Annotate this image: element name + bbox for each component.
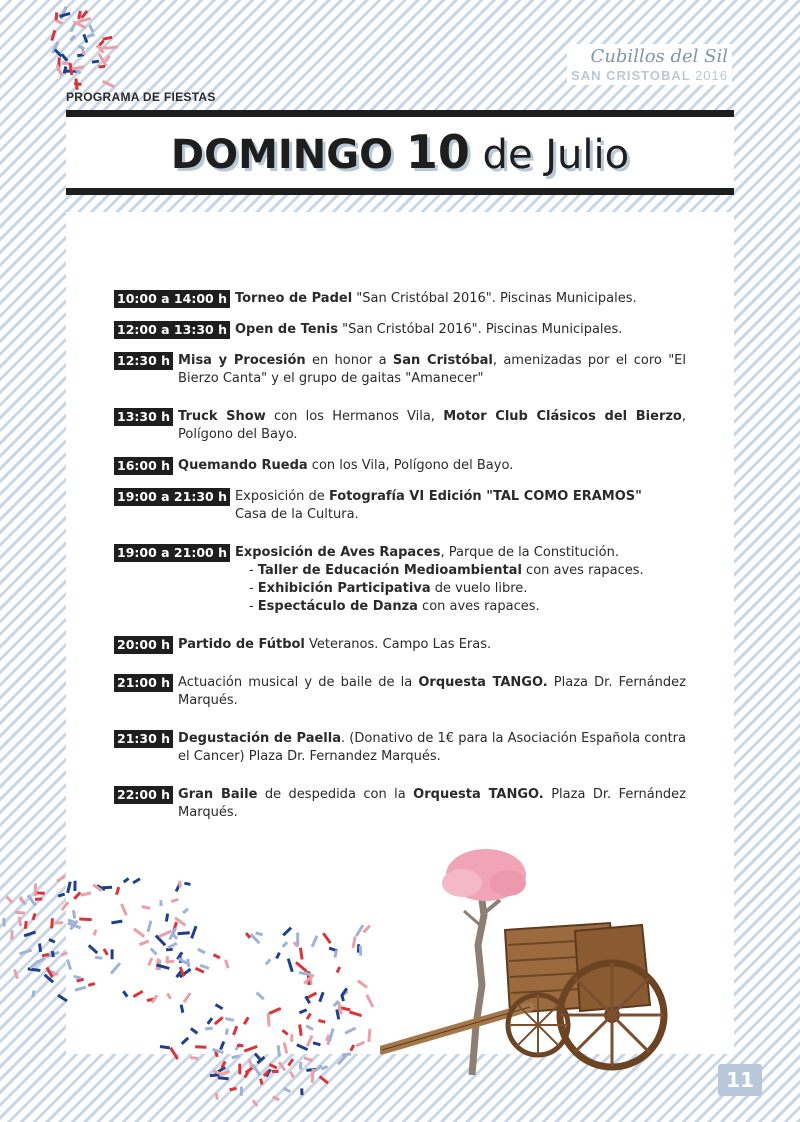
confetti-piece — [275, 952, 281, 959]
event-item — [114, 290, 686, 308]
title-day: DOMINGO — [170, 132, 394, 178]
confetti-piece — [70, 23, 76, 32]
confetti-piece — [269, 1063, 278, 1069]
confetti-piece — [238, 1064, 241, 1075]
confetti-piece — [259, 1078, 263, 1085]
confetti-piece — [344, 1027, 356, 1035]
confetti-piece — [165, 913, 169, 921]
confetti-piece — [190, 926, 197, 939]
confetti-piece — [287, 1058, 294, 1066]
event-item — [114, 457, 686, 475]
confetti-piece — [289, 1071, 295, 1078]
confetti-piece — [255, 992, 264, 1001]
event-item — [114, 786, 686, 822]
confetti-piece — [19, 949, 32, 956]
confetti-piece — [225, 1017, 234, 1022]
brand-year: 2016 — [695, 68, 728, 83]
confetti-piece — [79, 918, 92, 922]
confetti-piece — [197, 948, 206, 954]
confetti-piece — [48, 938, 55, 943]
confetti-piece — [215, 1003, 224, 1010]
confetti-piece — [182, 908, 189, 914]
confetti-piece — [207, 1017, 214, 1024]
confetti-piece — [352, 936, 357, 948]
confetti-piece — [77, 11, 82, 20]
confetti-piece — [184, 882, 191, 886]
confetti-piece — [61, 951, 68, 956]
event-time: 12:00 a 13:30 h — [114, 321, 230, 339]
confetti-piece — [115, 887, 120, 896]
confetti-piece — [102, 886, 112, 890]
event-description: Truck Show con los Hermanos Vila, Motor Club Clásicos del Bierzo, Polígono del Bayo. — [178, 409, 686, 442]
confetti-piece — [56, 875, 66, 883]
confetti-piece — [18, 917, 22, 927]
confetti-piece — [103, 36, 113, 41]
confetti-piece — [319, 1075, 329, 1084]
confetti-piece — [61, 901, 70, 911]
confetti-piece — [55, 921, 63, 924]
confetti-piece — [252, 1099, 259, 1106]
confetti-piece — [190, 1027, 198, 1034]
confetti-piece — [69, 35, 76, 42]
confetti-piece — [283, 1042, 288, 1054]
event-description: Gran Baile de despedida con la Orquesta TANGO. Plaza Dr. Fernández Marqués. — [178, 787, 687, 820]
confetti-piece — [177, 931, 190, 935]
confetti-piece — [282, 1029, 289, 1036]
event-time: 19:00 a 21:30 h — [114, 488, 230, 506]
cart-body — [382, 923, 664, 1067]
confetti-piece — [220, 1061, 226, 1069]
confetti-piece — [237, 1044, 244, 1047]
confetti-piece — [15, 911, 25, 915]
confetti-piece — [141, 905, 150, 910]
confetti-piece — [37, 957, 46, 964]
event-item — [114, 674, 686, 710]
confetti-piece — [87, 33, 95, 37]
confetti-piece — [349, 1011, 362, 1018]
confetti-piece — [88, 944, 98, 954]
confetti-piece — [328, 1028, 335, 1042]
event-description: Exposición de Aves Rapaces, Parque de la Constitución. - Taller de Educación Medioambiental con aves rapaces. - Exhibición Participativa de vuelo libre. - Espectáculo de Danza con aves rapaces. — [235, 544, 686, 616]
event-time: 12:30 h — [114, 352, 173, 370]
brand-name: Cubillos del Sil — [590, 46, 728, 67]
event-description: Misa y Procesión en honor a San Cristóbal, amenizadas por el coro "El Bierzo Canta" y el grupo de gaitas "Amanecer" — [178, 353, 687, 386]
confetti-piece — [10, 930, 13, 940]
confetti-piece — [356, 1041, 366, 1047]
confetti-piece — [13, 969, 19, 979]
confetti-piece — [300, 1088, 303, 1095]
event-time: 20:00 h — [114, 636, 173, 654]
confetti-piece — [287, 958, 294, 972]
confetti-piece — [318, 992, 324, 1003]
confetti-piece — [304, 1056, 313, 1062]
confetti-piece — [183, 992, 192, 1003]
confetti-piece — [73, 891, 81, 899]
event-item — [114, 352, 686, 388]
confetti-piece — [243, 1017, 250, 1025]
confetti-piece — [290, 1034, 293, 1042]
title-rule-top — [66, 110, 734, 117]
confetti-piece — [306, 1035, 314, 1047]
confetti-piece — [213, 953, 221, 959]
event-item — [114, 488, 686, 524]
event-description: Quemando Rueda con los Vila, Polígono del Bayo. — [178, 458, 514, 473]
confetti-piece — [190, 1056, 199, 1060]
confetti-piece — [322, 932, 332, 944]
event-list — [114, 290, 686, 822]
confetti-piece — [224, 959, 229, 968]
confetti-piece — [75, 986, 87, 992]
confetti-piece — [74, 78, 78, 90]
confetti-piece — [336, 966, 341, 973]
confetti-piece — [251, 1064, 261, 1076]
page-number: 11 — [718, 1064, 762, 1096]
confetti-piece — [147, 957, 153, 966]
event-time: 19:00 a 21:00 h — [114, 544, 230, 562]
confetti-piece — [218, 1076, 229, 1080]
confetti-piece — [166, 956, 169, 963]
confetti-piece — [205, 1027, 213, 1031]
event-item — [114, 544, 686, 616]
confetti-piece — [295, 961, 307, 972]
event-time: 10:00 a 14:00 h — [114, 290, 230, 308]
confetti-piece — [195, 1045, 206, 1049]
confetti-piece — [357, 979, 368, 988]
confetti-piece — [223, 1070, 230, 1076]
confetti-piece — [178, 881, 181, 888]
confetti-piece — [367, 1029, 371, 1043]
confetti-piece — [160, 1045, 170, 1049]
confetti-piece — [24, 921, 28, 929]
confetti-piece — [50, 30, 56, 41]
confetti-piece — [159, 900, 162, 906]
confetti-piece — [240, 1087, 243, 1096]
confetti-piece — [277, 1045, 281, 1057]
event-description: Exposición de Fotografía VI Edición "TAL COMO ERAMOS" Casa de la Cultura. — [234, 489, 642, 522]
confetti-piece — [267, 1013, 271, 1027]
event-time: 16:00 h — [114, 457, 173, 475]
confetti-piece — [219, 1041, 225, 1050]
confetti-piece — [283, 1087, 291, 1093]
confetti-piece — [229, 1087, 237, 1091]
confetti-piece — [54, 49, 63, 58]
confetti-piece — [88, 982, 95, 987]
confetti-piece — [169, 1047, 179, 1060]
confetti-piece — [93, 929, 98, 936]
confetti-piece — [299, 948, 304, 960]
confetti-piece — [34, 884, 37, 897]
confetti-piece — [171, 898, 179, 903]
confetti-piece — [133, 928, 145, 938]
confetti-piece — [355, 924, 364, 936]
title-number: 10 — [405, 125, 470, 179]
confetti-piece — [50, 918, 54, 928]
confetti-piece — [268, 1007, 281, 1015]
confetti-piece — [110, 962, 121, 974]
confetti-piece — [181, 1037, 189, 1045]
confetti-piece — [73, 975, 81, 980]
title-month: de Julio — [482, 132, 630, 178]
confetti-piece — [105, 55, 111, 63]
confetti-piece — [200, 964, 210, 970]
confetti-piece — [57, 994, 68, 1002]
confetti-piece — [80, 891, 91, 896]
event-description: Degustación de Paella. (Donativo de 1€ para la Asociación Española contra el Cancer) Plaza Dr. Fernandez Marqués. — [178, 731, 686, 764]
program-label: PROGRAMA DE FIESTAS — [66, 90, 216, 104]
event-description: Actuación musical y de baile de la Orquesta TANGO. Plaza Dr. Fernández Marqués. — [178, 675, 686, 708]
confetti-piece — [132, 877, 140, 884]
event-item — [114, 636, 686, 654]
event-time: 13:30 h — [114, 408, 173, 426]
event-time: 21:00 h — [114, 674, 173, 692]
confetti-piece — [123, 877, 130, 883]
confetti-piece — [214, 1016, 224, 1025]
confetti-piece — [255, 931, 263, 936]
confetti-piece — [24, 931, 36, 938]
brand-sub-text: SAN CRISTOBAL — [571, 68, 691, 83]
confetti-piece — [2, 918, 5, 927]
confetti-piece — [231, 1054, 240, 1059]
confetti-piece — [306, 1013, 312, 1020]
confetti-piece — [147, 920, 153, 932]
event-item — [114, 730, 686, 766]
event-item — [114, 408, 686, 444]
confetti-piece — [31, 990, 35, 997]
page-title — [170, 125, 630, 179]
event-subitem: - Espectáculo de Danza con aves rapaces. — [248, 599, 540, 614]
confetti-piece — [102, 80, 115, 88]
confetti-piece — [244, 1045, 258, 1053]
confetti-piece — [88, 24, 94, 33]
confetti-piece — [150, 947, 158, 955]
confetti-piece — [299, 1062, 303, 1070]
confetti-piece — [299, 1008, 307, 1014]
confetti-piece — [72, 910, 76, 919]
event-subitem: - Taller de Educación Medioambiental con aves rapaces. — [248, 563, 644, 578]
confetti-piece — [311, 935, 319, 947]
confetti-piece — [296, 933, 299, 947]
confetti-piece — [38, 943, 42, 952]
confetti-piece — [58, 893, 65, 898]
confetti-piece — [278, 1061, 286, 1071]
confetti-piece — [120, 903, 128, 915]
confetti-piece — [133, 990, 144, 998]
confetti-piece — [99, 65, 106, 69]
confetti-piece — [35, 898, 42, 901]
brand-logo — [567, 44, 732, 85]
confetti-piece — [349, 1044, 355, 1051]
confetti-piece — [111, 949, 114, 959]
confetti-piece — [359, 946, 363, 956]
confetti-piece — [103, 948, 109, 956]
event-time: 22:00 h — [114, 786, 173, 804]
confetti-piece — [122, 990, 128, 997]
confetti-piece — [318, 1019, 326, 1024]
title-rule-bottom — [66, 188, 734, 195]
confetti-piece — [66, 881, 72, 893]
confetti-piece — [272, 1095, 280, 1101]
confetti-piece — [282, 941, 289, 948]
confetti-piece — [282, 927, 292, 937]
confetti-piece — [215, 1093, 219, 1100]
confetti-piece — [186, 959, 190, 968]
confetti-piece — [111, 920, 122, 925]
confetti-piece — [166, 993, 172, 1000]
confetti-piece — [365, 994, 374, 1007]
event-description: Torneo de Padel "San Cristóbal 2016". Piscinas Municipales. — [234, 291, 637, 306]
confetti-piece — [298, 1024, 303, 1036]
confetti-piece — [265, 958, 272, 965]
confetti-piece — [180, 1004, 185, 1013]
confetti-piece — [66, 959, 72, 970]
confetti-piece — [95, 956, 102, 960]
event-description: Partido de Fútbol Veteranos. Campo Las Eras. — [178, 637, 492, 652]
confetti-piece — [55, 12, 59, 20]
event-subitem: - Exhibición Participativa de vuelo libre. — [248, 581, 528, 596]
confetti-piece — [232, 1026, 238, 1036]
confetti-piece — [73, 881, 76, 891]
event-time: 21:30 h — [114, 730, 173, 748]
title-band — [66, 117, 734, 188]
confetti-piece — [313, 1041, 321, 1046]
confetti-piece — [296, 1043, 308, 1051]
confetti-piece — [272, 1070, 279, 1073]
confetti-piece — [5, 896, 13, 904]
confetti-piece — [305, 1024, 313, 1030]
confetti-piece — [92, 60, 99, 64]
confetti-piece — [225, 1028, 229, 1035]
brand-subtitle — [571, 68, 728, 83]
confetti-piece — [28, 967, 41, 972]
wooden-cart-icon — [380, 845, 680, 1085]
event-item — [114, 321, 686, 339]
confetti-piece — [105, 46, 118, 50]
confetti-piece — [139, 940, 150, 946]
confetti-piece — [32, 913, 37, 920]
event-description: Open de Tenis "San Cristóbal 2016". Piscinas Municipales. — [234, 322, 623, 337]
